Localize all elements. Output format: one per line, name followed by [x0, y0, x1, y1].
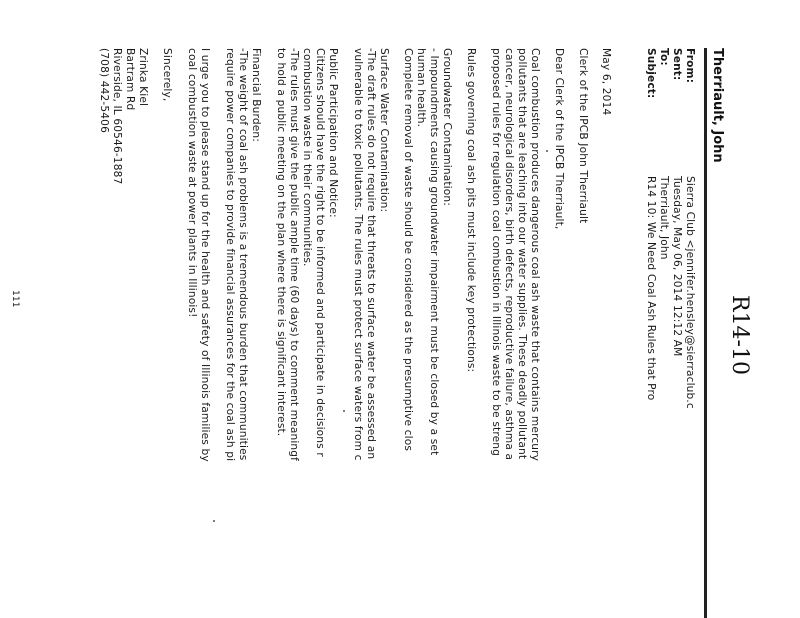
to-label: To:	[658, 48, 670, 66]
letter-addressee: Clerk of the IPCB John Therriault	[577, 48, 589, 224]
signature-line: (708) 442-5406	[98, 48, 110, 133]
scan-speck	[213, 520, 215, 522]
subject-label: Subject:	[645, 48, 657, 99]
financial-line: -The weight of coal ash problems is a tremendous burden that communities	[237, 48, 249, 461]
financial-line: require power companies to provide financial assurances for the coal ash pi	[224, 48, 236, 462]
closing-line: coal combustion waste at power plants in Illinois!	[186, 48, 198, 318]
letter-date: May 6, 2014	[600, 48, 612, 116]
intro-line: proposed rules for regulation coal combustion in Illinois waste to be streng	[490, 48, 502, 457]
groundwater-line: Complete removal of waste should be considered as the presumptive clos	[402, 48, 414, 452]
surface-line: -The draft rules do not require that threats to surface water be assessed an	[365, 48, 377, 460]
public-line: Public Participation and Notice:	[327, 48, 339, 218]
scan-speck	[343, 410, 345, 412]
to-value: Therriault, John	[658, 176, 670, 260]
groundwater-line: Groundwater Contamination:	[441, 48, 453, 206]
surface-line: Surface Water Contamination:	[378, 48, 390, 213]
public-line: combustion waste in their communities.	[301, 48, 313, 267]
signature-line: Bartram Rd	[124, 48, 136, 111]
letter-salutation: Dear Clerk of the IPCB Therriault,	[553, 48, 565, 230]
closing-line: I urge you to please stand up for the health and safety of Illinois families by	[199, 48, 211, 462]
scan-speck	[546, 150, 548, 152]
from-label: From:	[684, 48, 696, 84]
signoff: Sincerely,	[161, 48, 173, 102]
sent-value: Tuesday, May 06, 2014 12:12 AM	[671, 176, 683, 357]
sent-label: Sent:	[671, 48, 683, 81]
public-line: -The rules must give the public ample time (60 days) to comment meaningf	[288, 48, 300, 462]
groundwater-line: human health.	[415, 48, 427, 128]
docket-code: R14-10	[727, 295, 752, 375]
intro-line: Coal combustion produces dangerous coal ash waste that contains mercury	[529, 48, 541, 462]
rules-line: Rules governing coal ash pits must include key protections:	[465, 48, 477, 373]
intro-line: pollutants that are leaching into our water supplies. These deadly pollutant	[516, 48, 528, 460]
header-rule	[704, 48, 707, 618]
public-line: to hold a public meeting on the plan where there is significant interest.	[275, 48, 287, 437]
financial-line: Financial Burden:	[250, 48, 262, 142]
page-number: 111	[10, 290, 20, 308]
header-name: Therriault, John	[710, 48, 725, 163]
signature-line: Riverside, IL 60546-1887	[111, 48, 123, 185]
from-value: Sierra Club <jennifer.hensley@sierraclub.c	[684, 176, 696, 409]
subject-value: R14 10: We Need Coal Ash Rules that Pro	[645, 176, 657, 401]
public-line: Citizens should have the right to be informed and participate in decisions r	[314, 48, 326, 457]
signature-line: Zrinka Kiel	[137, 48, 149, 107]
intro-line: cancer, neurological disorders, birth defects, reproductive failure, asthma a	[503, 48, 515, 461]
groundwater-line: - Impoundments causing groundwater impairment must be closed by a set	[428, 48, 440, 456]
surface-line: vulnerable to toxic pollutants. The rules must protect surface waters from c	[352, 48, 364, 461]
